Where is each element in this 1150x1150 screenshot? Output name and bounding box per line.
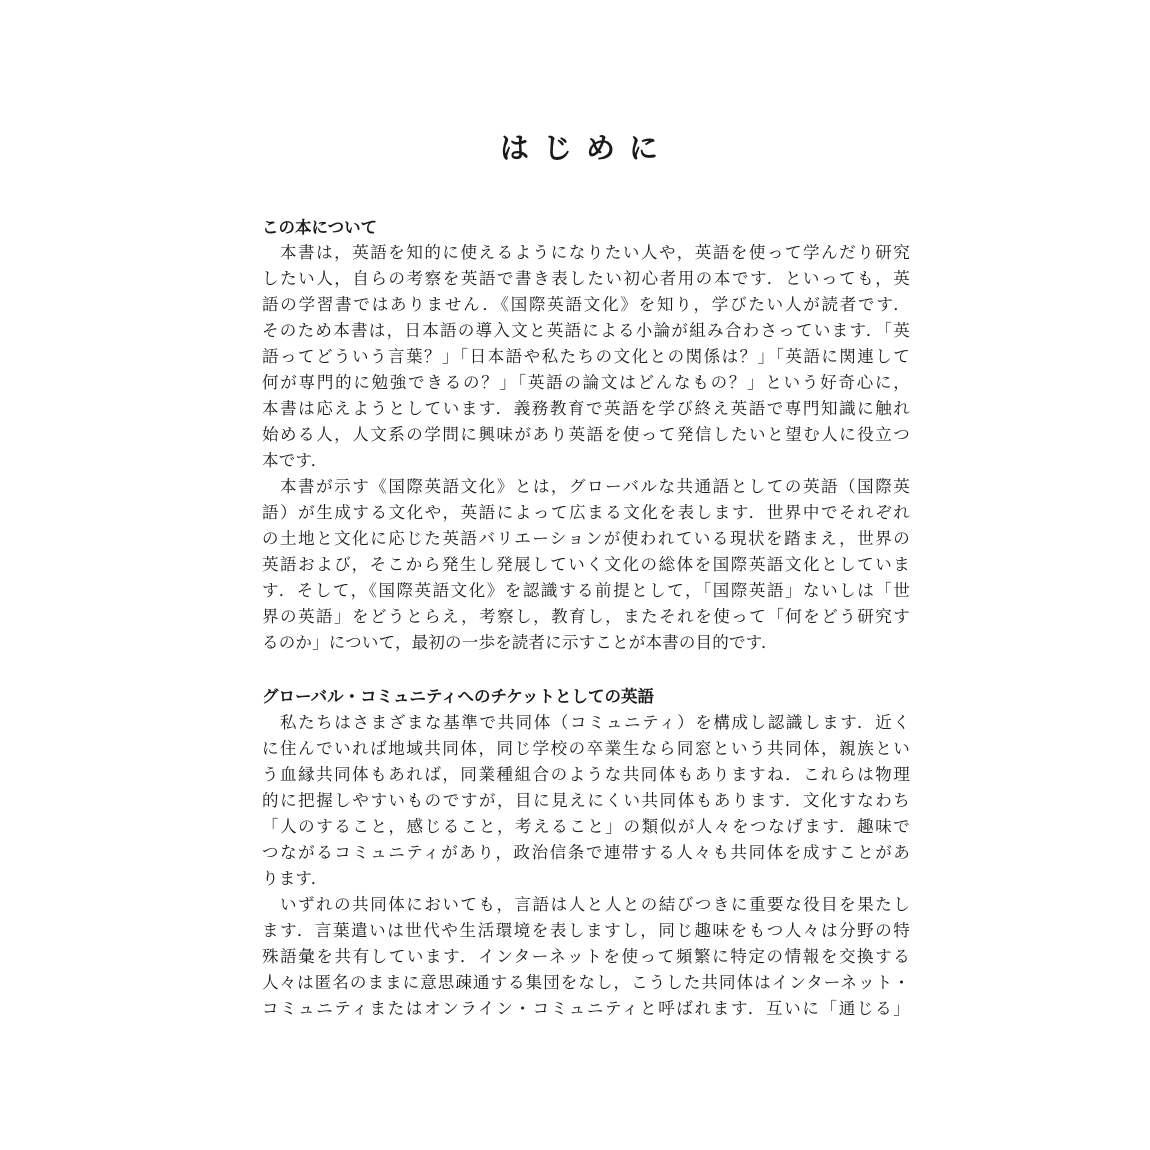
paragraph-line: 界の英語」をどうとらえ，考察し，教育し，またそれを使って「何をどう研究す (262, 607, 910, 626)
paragraph-line: ます．言葉遣いは世代や生活環境を表しますし，同じ趣味をもつ人々は分野の特 (262, 921, 910, 940)
paragraph-line: う血縁共同体もあれば，同業種組合のような共同体もありますね．これらは物理 (262, 765, 910, 784)
paragraph-line: 的に把握しやすいものですが，目に見えにくい共同体もあります．文化すなわち (262, 791, 910, 810)
paragraph-line: 本書は，英語を知的に使えるようになりたい人や，英語を使って学んだり研究 (280, 243, 910, 262)
paragraph-line: 本書は応えようとしています．義務教育で英語を学び終え英語で専門知識に触れ (262, 399, 910, 418)
paragraph-line: す．そして，《国際英語文化》を認識する前提として，「国際英語」ないしは「世 (262, 581, 910, 600)
paragraph-line: 「人のすること，感じること，考えること」の類似が人々をつなげます．趣味で (262, 817, 910, 836)
paragraph-line: 何が専門的に勉強できるの？」「英語の論文はどんなもの？」という好奇心に， (262, 373, 910, 392)
paragraph-line: 本書が示す《国際英語文化》とは，グローバルな共通語としての英語（国際英 (280, 477, 910, 496)
paragraph-line: 本です． (262, 451, 328, 470)
paragraph-line: 人々は匿名のままに意思疎通する集団をなし，こうした共同体はインターネット・ (262, 973, 910, 992)
paragraph-line: つながるコミュニティがあり，政治信条で連帯する人々も共同体を成すことがあ (262, 843, 910, 862)
paragraph-line: の土地と文化に応じた英語バリエーションが使われている現状を踏まえ，世界の (262, 529, 910, 548)
paragraph-line: 英語および，そこから発生し発展していく文化の総体を国際英語文化としていま (262, 555, 910, 574)
paragraph-line: そのため本書は，日本語の導入文と英語による小論が組み合わさっています．「英 (262, 321, 910, 340)
paragraph-line: るのか」について，最初の一歩を読者に示すことが本書の目的です． (262, 633, 778, 652)
paragraph-line: 語の学習書ではありません．《国際英語文化》を知り，学びたい人が読者です． (262, 295, 910, 314)
paragraph-line: 語ってどういう言葉？」「日本語や私たちの文化との関係は？」「英語に関連して (262, 347, 910, 366)
paragraph-line: コミュニティまたはオンライン・コミュニティと呼ばれます．互いに「通じる」 (262, 999, 910, 1018)
paragraph-line: いずれの共同体においても，言語は人と人との結びつきに重要な役目を果たし (280, 895, 910, 914)
paragraph-line: に住んでいれば地域共同体，同じ学校の卒業生なら同窓という共同体，親族とい (262, 739, 910, 758)
paragraph-line: 始める人，人文系の学問に興味があり英語を使って発信したいと望む人に役立つ (262, 425, 910, 444)
page-title: はじめに (499, 131, 672, 165)
section-heading-about-book: この本について (262, 218, 378, 237)
section-heading-global-community: グローバル・コミュニティへのチケットとしての英語 (262, 687, 655, 706)
paragraph-line: 語）が生成する文化や，英語によって広まる文化を表します．世界中でそれぞれ (262, 503, 910, 522)
paragraph-line: 私たちはさまざまな基準で共同体（コミュニティ）を構成し認識します．近く (280, 713, 910, 732)
paragraph-line: したい人，自らの考察を英語で書き表したい初心者用の本です．といっても，英 (262, 269, 910, 288)
paragraph-line: ります． (262, 869, 328, 888)
paragraph-line: 殊語彙を共有しています．インターネットを使って頻繁に特定の情報を交換する (262, 947, 910, 966)
